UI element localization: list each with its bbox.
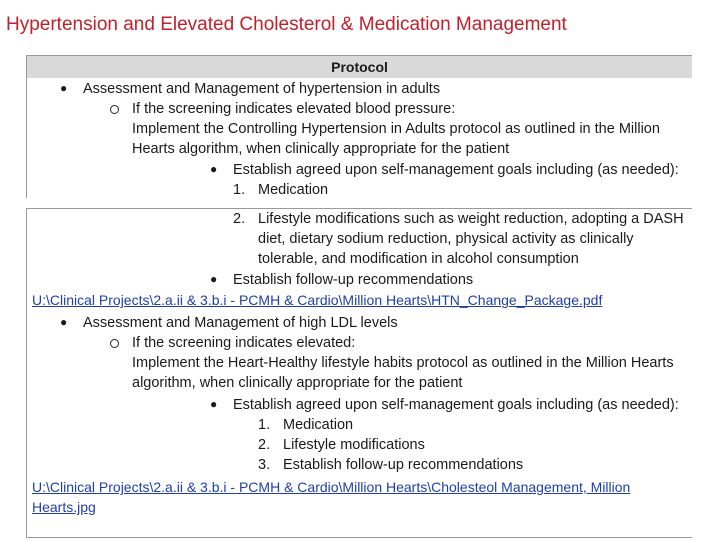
section2-item2-number: 2.: [258, 437, 271, 453]
section1-condition: If the screening indicates elevated blood pressure:: [132, 101, 456, 117]
section1-item1-number: 1.: [233, 182, 246, 198]
cholesterol-management-link-cont[interactable]: Hearts.jpg: [32, 499, 96, 515]
section2-item3: Establish follow-up recommendations: [283, 457, 524, 473]
section1-item2-line2: diet, dietary sodium reduction, physical activity as clinically: [258, 231, 634, 247]
section1-item1: Medication: [258, 182, 329, 198]
circle-bullet-icon: [110, 105, 119, 114]
bullet-dot-icon: ●: [60, 315, 68, 329]
section1-goal-bullet: Establish agreed upon self-management goals including (as needed):: [233, 162, 679, 178]
bullet-dot-icon: ●: [210, 162, 218, 176]
section1-followup-bullet: Establish follow-up recommendations: [233, 272, 474, 288]
cholesterol-management-link[interactable]: U:\Clinical Projects\2.a.ii & 3.b.i - PCMH & Cardio\Million Hearts\Cholesteol Management, Million: [32, 479, 631, 495]
protocol-panel-bottom: [26, 208, 692, 538]
section1-item2-number: 2.: [233, 211, 246, 227]
protocol-header: Protocol: [27, 56, 692, 78]
protocol-panel-top: [26, 55, 692, 198]
section2-item1-number: 1.: [258, 417, 271, 433]
section1-instruction-line1: Implement the Controlling Hypertension in Adults protocol as outlined in the Million: [132, 121, 660, 137]
circle-bullet-icon: [110, 339, 119, 348]
section2-heading: Assessment and Management of high LDL levels: [83, 315, 398, 331]
bullet-dot-icon: ●: [210, 272, 218, 286]
section2-item1: Medication: [283, 417, 354, 433]
section2-instruction-line1: Implement the Heart-Healthy lifestyle habits protocol as outlined in the Million Hearts: [132, 355, 674, 371]
bullet-dot-icon: ●: [60, 81, 68, 95]
section2-condition: If the screening indicates elevated:: [132, 335, 356, 351]
bullet-dot-icon: ●: [210, 397, 218, 411]
section1-heading: Assessment and Management of hypertension in adults: [83, 81, 441, 97]
section2-goal-bullet: Establish agreed upon self-management goals including (as needed):: [233, 397, 679, 413]
section1-item2-line3: tolerable, and modification in alcohol consumption: [258, 251, 579, 267]
section2-item2: Lifestyle modifications: [283, 437, 425, 453]
section2-item3-number: 3.: [258, 457, 271, 473]
section1-item2-line1: Lifestyle modifications such as weight reduction, adopting a DASH: [258, 211, 684, 227]
section1-instruction-line2: Hearts algorithm, when clinically appropriate for the patient: [132, 141, 510, 157]
section2-instruction-line2: algorithm, when clinically appropriate for the patient: [132, 375, 463, 391]
slide-title: Hypertension and Elevated Cholesterol & Medication Management: [6, 14, 567, 35]
htn-change-package-link[interactable]: U:\Clinical Projects\2.a.ii & 3.b.i - PCMH & Cardio\Million Hearts\HTN_Change_Package.pdf: [32, 292, 603, 308]
